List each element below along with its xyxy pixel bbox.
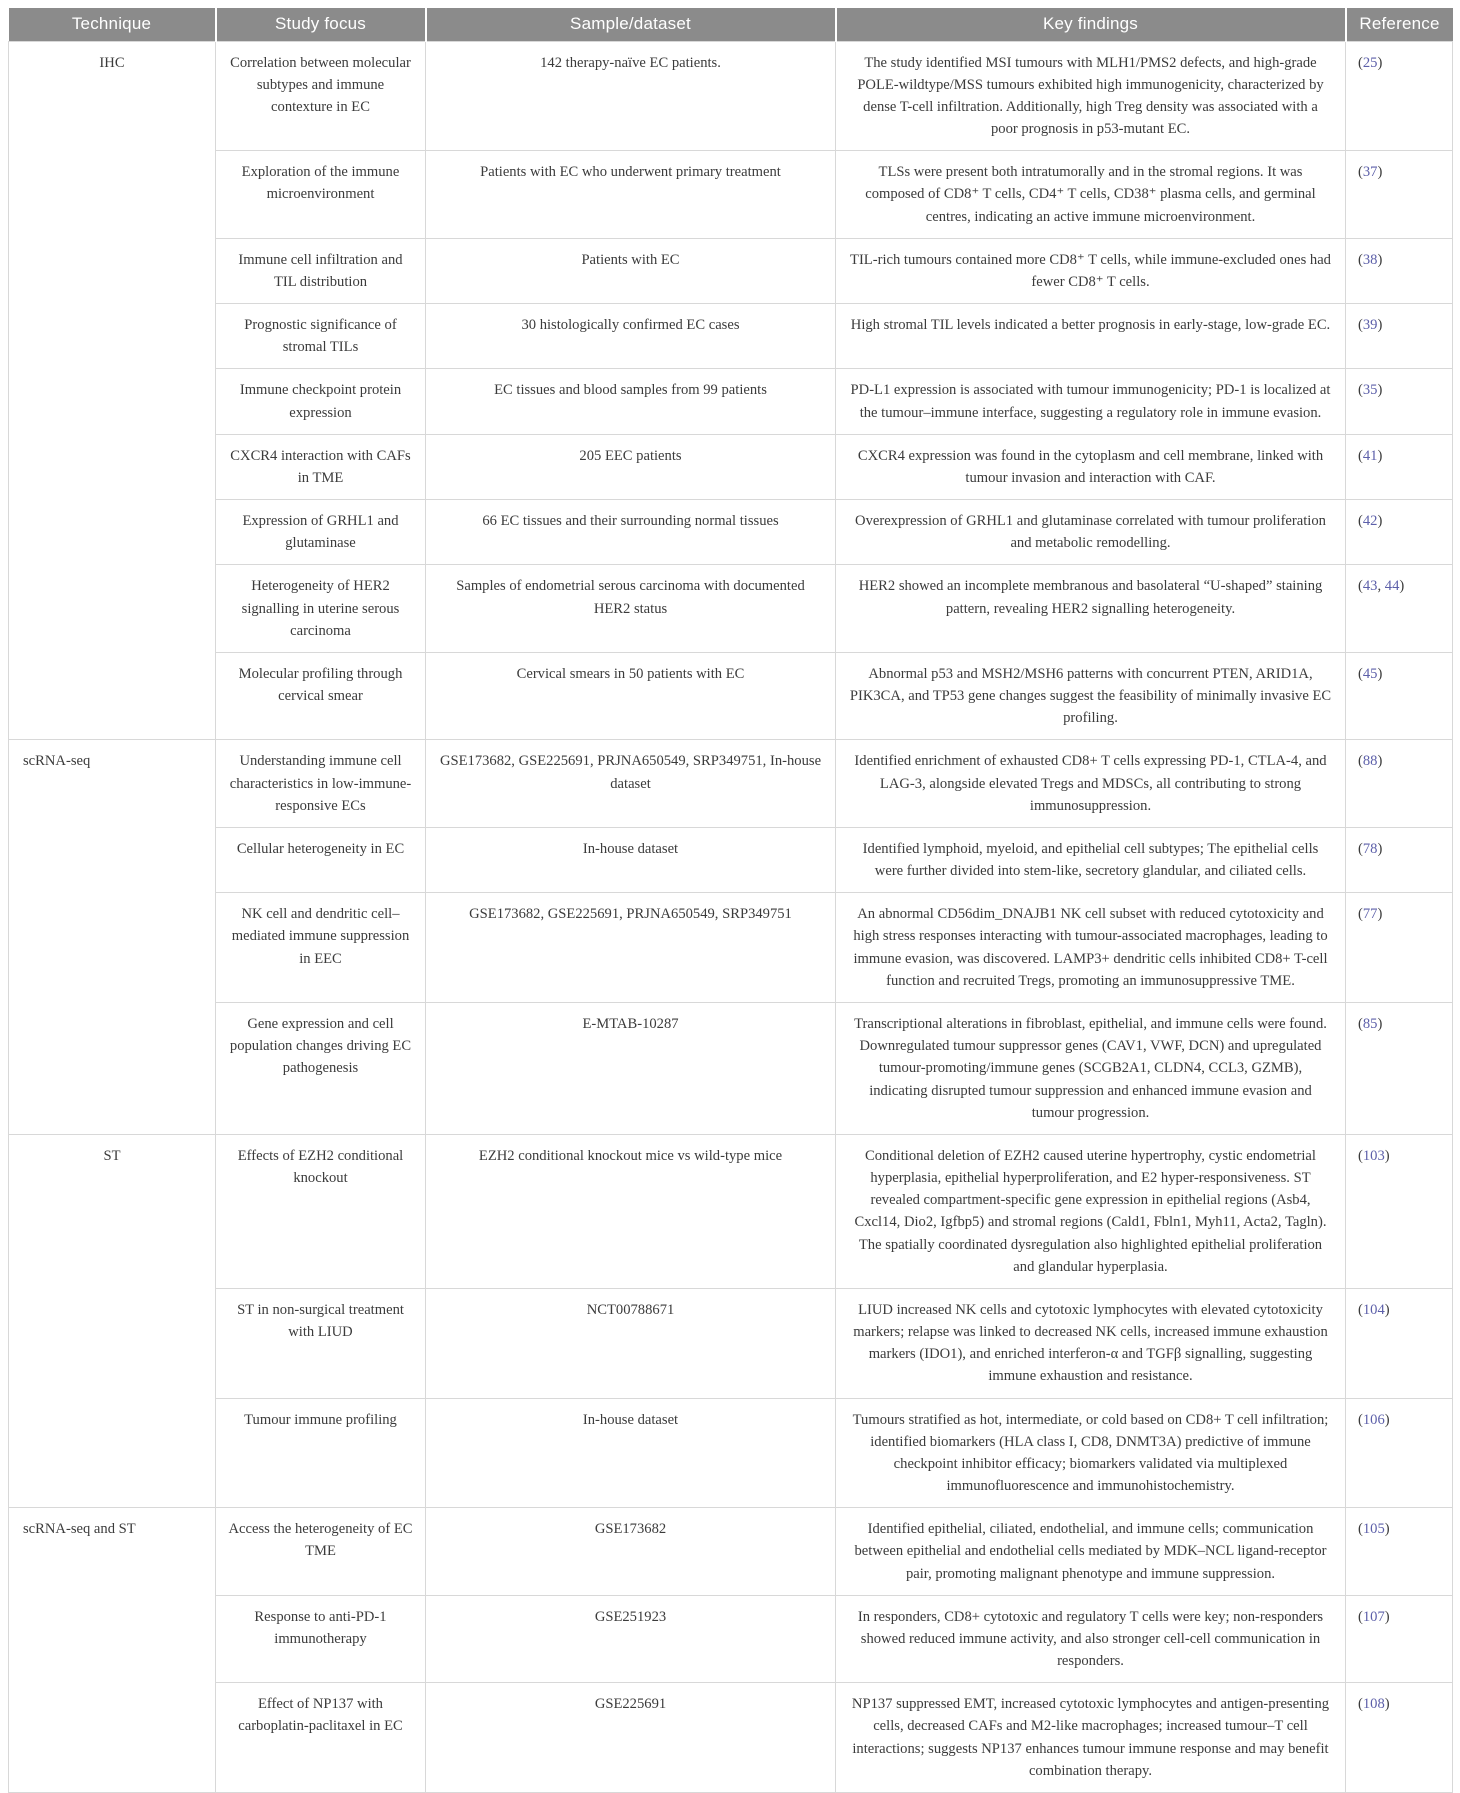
reference-link[interactable]: 105 [1362, 1521, 1385, 1538]
reference-cell: (38) [1346, 238, 1453, 303]
study-focus-cell: Expression of GRHL1 and glutaminase [216, 500, 426, 565]
study-focus-cell: ST in non-surgical treatment with LIUD [216, 1288, 426, 1398]
table-row [9, 1683, 1453, 1793]
reference-link[interactable]: 38 [1362, 251, 1378, 268]
sample-dataset-cell: 66 EC tissues and their surrounding normal tissues [426, 500, 836, 565]
study-focus-cell: Prognostic significance of stromal TILs [216, 304, 426, 369]
sample-dataset-cell: 30 histologically confirmed EC cases [426, 304, 836, 369]
key-findings-cell: The study identified MSI tumours with MLH1/PMS2 defects, and high-grade POLE-wildtype/MSS tumours exhibited high immunogenicity, characterized by dense T-cell infiltration. Additionally, high Treg density was associated with a poor prognosis in p53-mutant EC. [836, 41, 1346, 151]
table-row [9, 565, 1453, 653]
study-focus-cell: Immune checkpoint protein expression [216, 369, 426, 434]
key-findings-cell: Identified lymphoid, myeloid, and epithelial cell subtypes; The epithelial cells were further divided into stem-like, secretory glandular, and ciliated cells. [836, 827, 1346, 892]
key-findings-cell: Overexpression of GRHL1 and glutaminase correlated with tumour proliferation and metabolic remodelling. [836, 500, 1346, 565]
reference-link[interactable]: 41 [1362, 447, 1378, 464]
technique-cell: ST [9, 1134, 216, 1507]
sample-dataset-cell: GSE173682, GSE225691, PRJNA650549, SRP349751, In-house dataset [426, 740, 836, 828]
sample-dataset-cell: In-house dataset [426, 1398, 836, 1508]
technique-cell: scRNA-seq and ST [9, 1508, 216, 1793]
key-findings-cell: Identified enrichment of exhausted CD8+ T cells expressing PD-1, CTLA-4, and LAG-3, alongside elevated Tregs and MDSCs, all contributing to strong immunosuppression. [836, 740, 1346, 828]
key-findings-cell: CXCR4 expression was found in the cytoplasm and cell membrane, linked with tumour invasion and interaction with CAF. [836, 434, 1346, 499]
reference-link[interactable]: 88 [1362, 753, 1378, 770]
col-header-technique: Technique [9, 8, 216, 41]
study-focus-cell: CXCR4 interaction with CAFs in TME [216, 434, 426, 499]
reference-link[interactable]: 45 [1362, 665, 1378, 682]
reference-cell: (41) [1346, 434, 1453, 499]
key-findings-cell: Tumours stratified as hot, intermediate, or cold based on CD8+ T cell infiltration; identified biomarkers (HLA class I, CD8, DNMT3A) predictive of immune checkpoint inhibitor efficacy; biomarkers validated via multiplexed immunofluorescence and immunohistochemistry. [836, 1398, 1346, 1508]
table-body [9, 41, 1453, 1792]
sample-dataset-cell: Samples of endometrial serous carcinoma with documented HER2 status [426, 565, 836, 653]
reference-cell: (25) [1346, 41, 1453, 151]
col-header-key-findings: Key findings [836, 8, 1346, 41]
table-row [9, 1595, 1453, 1683]
reference-cell: (77) [1346, 893, 1453, 1003]
sample-dataset-cell: GSE225691 [426, 1683, 836, 1793]
study-focus-cell: NK cell and dendritic cell–mediated immune suppression in EEC [216, 893, 426, 1003]
table-row [9, 1508, 1453, 1596]
reference-cell: (104) [1346, 1288, 1453, 1398]
header-row [9, 8, 1453, 41]
key-findings-cell: Abnormal p53 and MSH2/MSH6 patterns with concurrent PTEN, ARID1A, PIK3CA, and TP53 gene changes suggest the feasibility of minimally invasive EC profiling. [836, 652, 1346, 740]
sample-dataset-cell: Patients with EC [426, 238, 836, 303]
reference-link[interactable]: 39 [1362, 317, 1378, 334]
study-focus-cell: Molecular profiling through cervical smear [216, 652, 426, 740]
table-header [9, 8, 1453, 41]
reference-link[interactable]: 107 [1362, 1608, 1385, 1625]
table-row [9, 434, 1453, 499]
reference-cell: (88) [1346, 740, 1453, 828]
study-focus-cell: Correlation between molecular subtypes and immune contexture in EC [216, 41, 426, 151]
study-focus-cell: Access the heterogeneity of EC TME [216, 1508, 426, 1596]
reference-cell: (35) [1346, 369, 1453, 434]
key-findings-cell: NP137 suppressed EMT, increased cytotoxic lymphocytes and antigen-presenting cells, decreased CAFs and M2-like macrophages; increased tumour–T cell interactions; suggests NP137 enhances tumour immune response and may benefit combination therapy. [836, 1683, 1346, 1793]
study-focus-cell: Effect of NP137 with carboplatin-paclitaxel in EC [216, 1683, 426, 1793]
key-findings-cell: An abnormal CD56dim_DNAJB1 NK cell subset with reduced cytotoxicity and high stress responses interacting with tumour-associated macrophages, leading to immune evasion, was discovered. LAMP3+ dendritic cells inhibited CD8+ T-cell function and recruited Tregs, promoting an immunosuppressive TME. [836, 893, 1346, 1003]
sample-dataset-cell: Patients with EC who underwent primary treatment [426, 151, 836, 239]
table-row [9, 304, 1453, 369]
reference-cell: (103) [1346, 1134, 1453, 1288]
technique-cell: scRNA-seq [9, 740, 216, 1134]
study-focus-cell: Exploration of the immune microenvironment [216, 151, 426, 239]
sample-dataset-cell: Cervical smears in 50 patients with EC [426, 652, 836, 740]
key-findings-cell: HER2 showed an incomplete membranous and basolateral “U-shaped” staining pattern, revealing HER2 signalling heterogeneity. [836, 565, 1346, 653]
study-focus-cell: Cellular heterogeneity in EC [216, 827, 426, 892]
study-focus-cell: Heterogeneity of HER2 signalling in uterine serous carcinoma [216, 565, 426, 653]
sample-dataset-cell: GSE173682, GSE225691, PRJNA650549, SRP349751 [426, 893, 836, 1003]
sample-dataset-cell: GSE251923 [426, 1595, 836, 1683]
reference-link[interactable]: 103 [1362, 1147, 1385, 1164]
table-row [9, 41, 1453, 151]
key-findings-cell: In responders, CD8+ cytotoxic and regulatory T cells were key; non-responders showed reduced immune activity, and also stronger cell-cell communication in responders. [836, 1595, 1346, 1683]
col-header-study-focus: Study focus [216, 8, 426, 41]
key-findings-cell: TIL-rich tumours contained more CD8⁺ T cells, while immune-excluded ones had fewer CD8⁺ T cells. [836, 238, 1346, 303]
reference-link[interactable]: 35 [1362, 382, 1378, 399]
sample-dataset-cell: E-MTAB-10287 [426, 1003, 836, 1135]
key-findings-cell: PD-L1 expression is associated with tumour immunogenicity; PD-1 is localized at the tumour–immune interface, suggesting a regulatory role in immune evasion. [836, 369, 1346, 434]
table-row [9, 369, 1453, 434]
study-focus-cell: Response to anti-PD-1 immunotherapy [216, 1595, 426, 1683]
study-focus-cell: Effects of EZH2 conditional knockout [216, 1134, 426, 1288]
key-findings-cell: Transcriptional alterations in fibroblast, epithelial, and immune cells were found. Downregulated tumour suppressor genes (CAV1, VWF, DCN) and upregulated tumour-promoting/immune genes (SCGB2A1, CLDN4, CCL3, GZMB), indicating disrupted tumour suppression and enhanced immune evasion and tumour progression. [836, 1003, 1346, 1135]
reference-link[interactable]: 77 [1362, 906, 1378, 923]
reference-link[interactable]: 37 [1362, 164, 1378, 181]
table-row [9, 652, 1453, 740]
table-row [9, 827, 1453, 892]
reference-cell: (108) [1346, 1683, 1453, 1793]
reference-cell: (37) [1346, 151, 1453, 239]
table-row [9, 740, 1453, 828]
key-findings-cell: Identified epithelial, ciliated, endothelial, and immune cells; communication between epithelial and endothelial cells mediated by MDK–NCL ligand-receptor pair, promoting malignant phenotype and immune suppression. [836, 1508, 1346, 1596]
sample-dataset-cell: GSE173682 [426, 1508, 836, 1596]
study-focus-cell: Understanding immune cell characteristics in low-immune-responsive ECs [216, 740, 426, 828]
reference-link[interactable]: 43 [1362, 578, 1378, 595]
table-row [9, 893, 1453, 1003]
key-findings-cell: LIUD increased NK cells and cytotoxic lymphocytes with elevated cytotoxicity markers; relapse was linked to decreased NK cells, increased immune exhaustion markers (IDO1), and enriched interferon-α and TGFβ signalling, suggesting immune exhaustion and resistance. [836, 1288, 1346, 1398]
table-row [9, 1288, 1453, 1398]
reference-link[interactable]: 42 [1362, 513, 1378, 530]
sample-dataset-cell: 142 therapy-naïve EC patients. [426, 41, 836, 151]
sample-dataset-cell: In-house dataset [426, 827, 836, 892]
col-header-reference: Reference [1346, 8, 1453, 41]
key-findings-cell: Conditional deletion of EZH2 caused uterine hypertrophy, cystic endometrial hyperplasia, epithelial hyperproliferation, and E2 hyper-responsiveness. ST revealed compartment-specific gene expression in epithelial regions (Asb4, Cxcl14, Dio2, Igfbp5) and stromal regions (Cald1, Fbln1, Myh11, Acta2, Tagln). The spatially coordinated dysregulation also highlighted epithelial proliferation and glandular hyperplasia. [836, 1134, 1346, 1288]
reference-link[interactable]: 44 [1384, 578, 1400, 595]
table-row [9, 1134, 1453, 1288]
reference-cell: (85) [1346, 1003, 1453, 1135]
sample-dataset-cell: 205 EEC patients [426, 434, 836, 499]
reference-cell: (106) [1346, 1398, 1453, 1508]
reference-link[interactable]: 25 [1362, 54, 1378, 71]
reference-cell: (78) [1346, 827, 1453, 892]
sample-dataset-cell: EC tissues and blood samples from 99 patients [426, 369, 836, 434]
reference-cell: (105) [1346, 1508, 1453, 1596]
table-row [9, 1003, 1453, 1135]
table-row [9, 500, 1453, 565]
sample-dataset-cell: NCT00788671 [426, 1288, 836, 1398]
col-header-sample-dataset: Sample/dataset [426, 8, 836, 41]
table-row [9, 151, 1453, 239]
reference-link[interactable]: 108 [1362, 1696, 1385, 1713]
reference-link[interactable]: 104 [1362, 1301, 1385, 1318]
sample-dataset-cell: EZH2 conditional knockout mice vs wild-type mice [426, 1134, 836, 1288]
technique-cell: IHC [9, 41, 216, 740]
key-findings-cell: High stromal TIL levels indicated a better prognosis in early-stage, low-grade EC. [836, 304, 1346, 369]
study-focus-cell: Tumour immune profiling [216, 1398, 426, 1508]
reference-cell: (39) [1346, 304, 1453, 369]
table-row [9, 1398, 1453, 1508]
key-findings-cell: TLSs were present both intratumorally and in the stromal regions. It was composed of CD8⁺ T cells, CD4⁺ T cells, CD38⁺ plasma cells, and germinal centres, indicating an active immune microenvironment. [836, 151, 1346, 239]
reference-cell: (107) [1346, 1595, 1453, 1683]
study-focus-cell: Immune cell infiltration and TIL distribution [216, 238, 426, 303]
reference-cell: (42) [1346, 500, 1453, 565]
study-focus-cell: Gene expression and cell population changes driving EC pathogenesis [216, 1003, 426, 1135]
reference-link[interactable]: 85 [1362, 1016, 1378, 1032]
reference-cell: (43, 44) [1346, 565, 1453, 653]
table-row [9, 238, 1453, 303]
studies-table [8, 8, 1453, 1793]
reference-cell: (45) [1346, 652, 1453, 740]
reference-link[interactable]: 106 [1362, 1411, 1385, 1428]
reference-link[interactable]: 78 [1362, 840, 1378, 857]
